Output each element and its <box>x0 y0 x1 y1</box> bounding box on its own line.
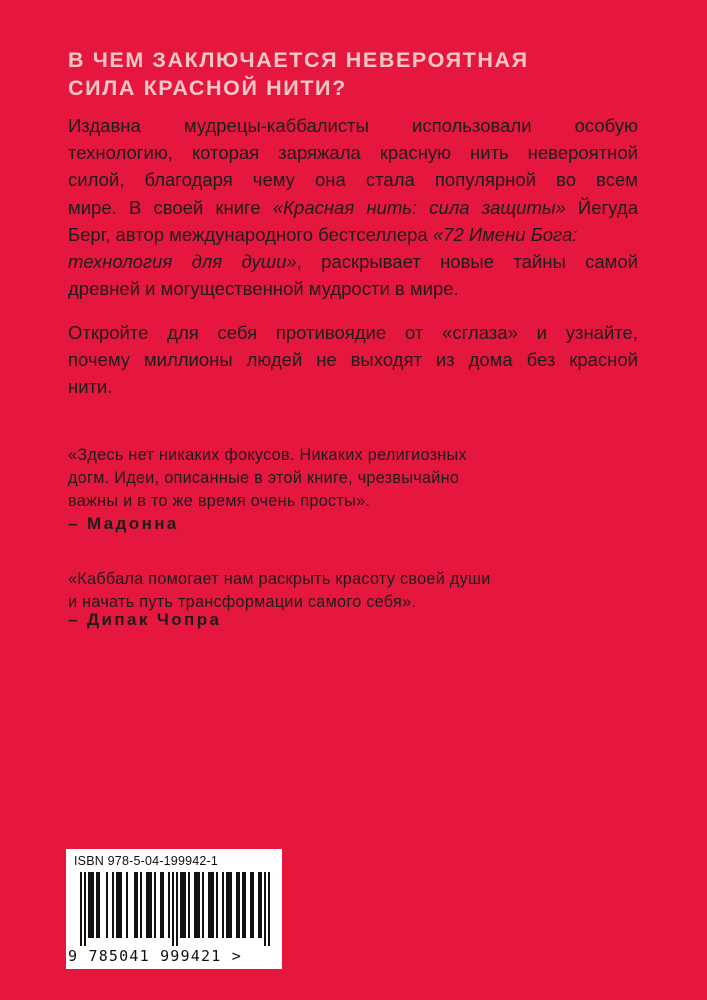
barcode-guard-bar <box>176 872 178 946</box>
heading-line-1: В ЧЕМ ЗАКЛЮЧАЕТСЯ НЕВЕРОЯТНАЯ <box>68 48 529 72</box>
quote-line: «Здесь нет никаких фокусов. Никаких религиозных <box>68 446 467 464</box>
barcode-guard-bar <box>80 872 82 946</box>
paragraph-line <box>68 194 638 221</box>
text-run: мире. В своей книге <box>68 196 273 218</box>
barcode-bar <box>116 872 122 938</box>
barcode-bar <box>140 872 142 938</box>
paragraph-line: нити. <box>68 376 113 398</box>
barcode-bar <box>208 872 214 938</box>
barcode-bar <box>126 872 128 938</box>
barcode-bar <box>222 872 224 938</box>
barcode-bar <box>250 872 254 938</box>
quote-madonna <box>68 444 628 514</box>
barcode-bar <box>134 872 138 938</box>
barcode-bar <box>154 872 156 938</box>
barcode-guard-bar <box>84 872 86 946</box>
barcode-bar <box>188 872 190 938</box>
barcode-bar <box>194 872 200 938</box>
cover-heading <box>68 46 628 102</box>
text-run: , раскрывает новые тайны самой <box>296 251 638 273</box>
barcode-bar <box>160 872 164 938</box>
text-run: Йегуда <box>565 196 638 218</box>
paragraph-line: Издавна мудрецы-каббалисты использовали особую <box>68 115 638 136</box>
barcode-image <box>76 872 272 948</box>
barcode-guard-bar <box>268 872 270 946</box>
paragraph-line <box>68 221 638 248</box>
description-paragraph-2 <box>68 319 638 401</box>
isbn-label: ISBN 978-5-04-199942-1 <box>74 854 219 868</box>
heading-line-2: СИЛА КРАСНОЙ НИТИ? <box>68 76 347 100</box>
barcode-bar <box>216 872 218 938</box>
quote-line: «Каббала помогает нам раскрыть красоту своей души <box>68 570 491 588</box>
quote-author-chopra: – Дипак Чопра <box>68 610 222 629</box>
paragraph-line: почему миллионы людей не выходят из дома без красной <box>68 349 638 371</box>
description-paragraph-1 <box>68 112 638 302</box>
quote-chopra <box>68 568 628 614</box>
barcode-guard-bar <box>264 872 266 946</box>
barcode-digits: 9 785041 999421 > <box>68 947 242 965</box>
barcode-bar <box>180 872 186 938</box>
barcode-bar <box>242 872 246 938</box>
quote-line: важны и в то же время очень просты». <box>68 492 371 511</box>
barcode-bar <box>146 872 152 938</box>
barcode-bar <box>112 872 114 938</box>
text-run: Берг, автор международного бестселлера <box>68 223 433 245</box>
barcode-bar <box>258 872 262 938</box>
bestseller-title-italic: «72 Имени Бога: <box>432 223 578 245</box>
barcode-bar <box>202 872 204 938</box>
quote-line: догм. Идеи, описанные в этой книге, чрезвычайно <box>68 469 460 488</box>
isbn-barcode-block <box>66 849 282 969</box>
paragraph-line <box>68 248 638 275</box>
paragraph-line: Откройте для себя противоядие от «сглаза» и узнайте, <box>68 322 638 343</box>
bestseller-title-italic-cont: технология для души» <box>68 251 297 273</box>
barcode-bar <box>88 872 94 938</box>
barcode-bar <box>106 872 108 938</box>
paragraph-line: древней и могущественной мудрости в мире. <box>68 278 459 300</box>
barcode-bar <box>168 872 170 938</box>
barcode-bar <box>96 872 100 938</box>
paragraph-line: технологию, которая заряжала красную нить невероятной <box>68 142 638 164</box>
barcode-bar <box>226 872 232 938</box>
quote-line: и начать путь трансформации самого себя». <box>68 593 417 612</box>
paragraph-line: силой, благодаря чему она стала популярной во всем <box>68 169 638 191</box>
barcode-guard-bar <box>172 872 174 946</box>
barcode-bar <box>236 872 240 938</box>
quote-author-madonna: – Мадонна <box>68 514 179 533</box>
book-title-italic: «Красная нить: сила защиты» <box>272 196 566 218</box>
